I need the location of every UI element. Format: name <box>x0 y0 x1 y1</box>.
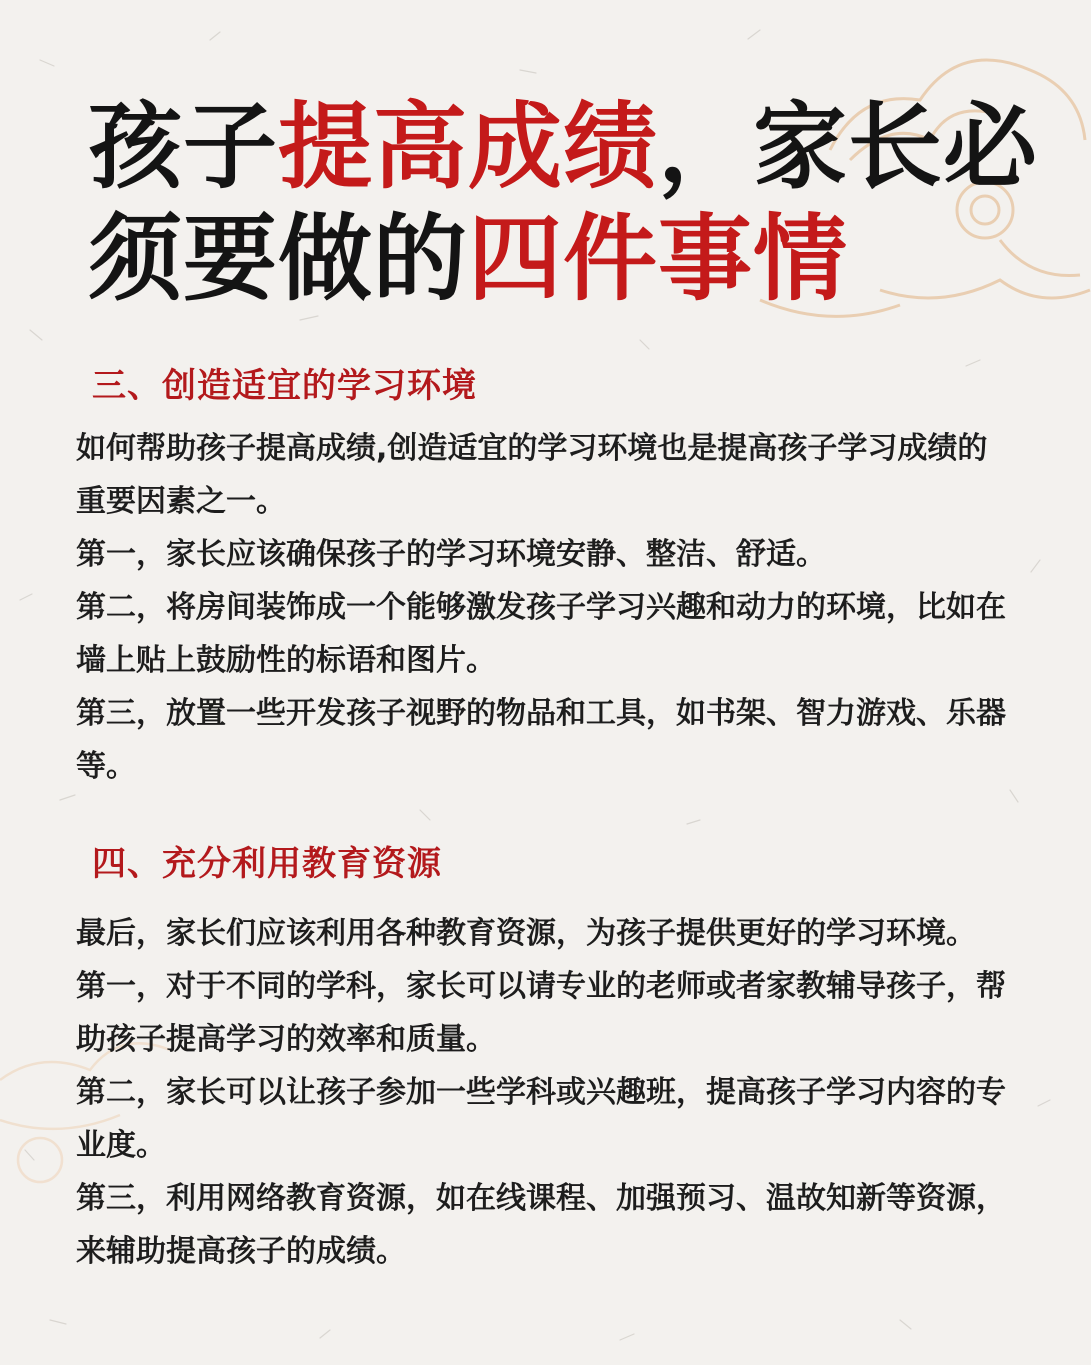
title-text: 孩子 <box>88 93 279 202</box>
title-line-1 <box>88 93 1038 202</box>
section-4-heading: 四、充分利用教育资源 <box>92 844 442 884</box>
paragraph: 第二，将房间装饰成一个能够激发孩子学习兴趣和动力的环境，比如在墙上贴上鼓励性的标语和图片。 <box>76 590 1006 678</box>
paragraph: 第一，家长应该确保孩子的学习环境安静、整洁、舒适。 <box>76 537 826 572</box>
paragraph: 第三，放置一些开发孩子视野的物品和工具，如书架、智力游戏、乐器等。 <box>76 696 1006 784</box>
section-3-heading: 三、创造适宜的学习环境 <box>92 366 477 406</box>
paragraph: 第二，家长可以让孩子参加一些学科或兴趣班，提高孩子学习内容的专业度。 <box>76 1075 1006 1163</box>
title-highlight: 提高成绩 <box>278 93 659 202</box>
title-highlight: 四件事情 <box>468 205 849 314</box>
paragraph: 如何帮助孩子提高成绩,创造适宜的学习环境也是提高孩子学习成绩的重要因素之一。 <box>76 431 988 519</box>
title-text: ，家长必 <box>658 93 1039 202</box>
paragraph: 第一，对于不同的学科，家长可以请专业的老师或者家教辅导孩子，帮助孩子提高学习的效率和质量。 <box>76 969 1006 1057</box>
page-title <box>88 92 1048 316</box>
section-3-body <box>76 422 1016 793</box>
section-4-body <box>76 907 1016 1278</box>
paragraph: 最后，家长们应该利用各种教育资源，为孩子提供更好的学习环境。 <box>76 916 976 951</box>
paragraph: 第三，利用网络教育资源，如在线课程、加强预习、温故知新等资源，来辅助提高孩子的成绩。 <box>76 1181 1006 1269</box>
title-text: 须要做的 <box>88 205 469 314</box>
title-line-2 <box>88 205 848 314</box>
